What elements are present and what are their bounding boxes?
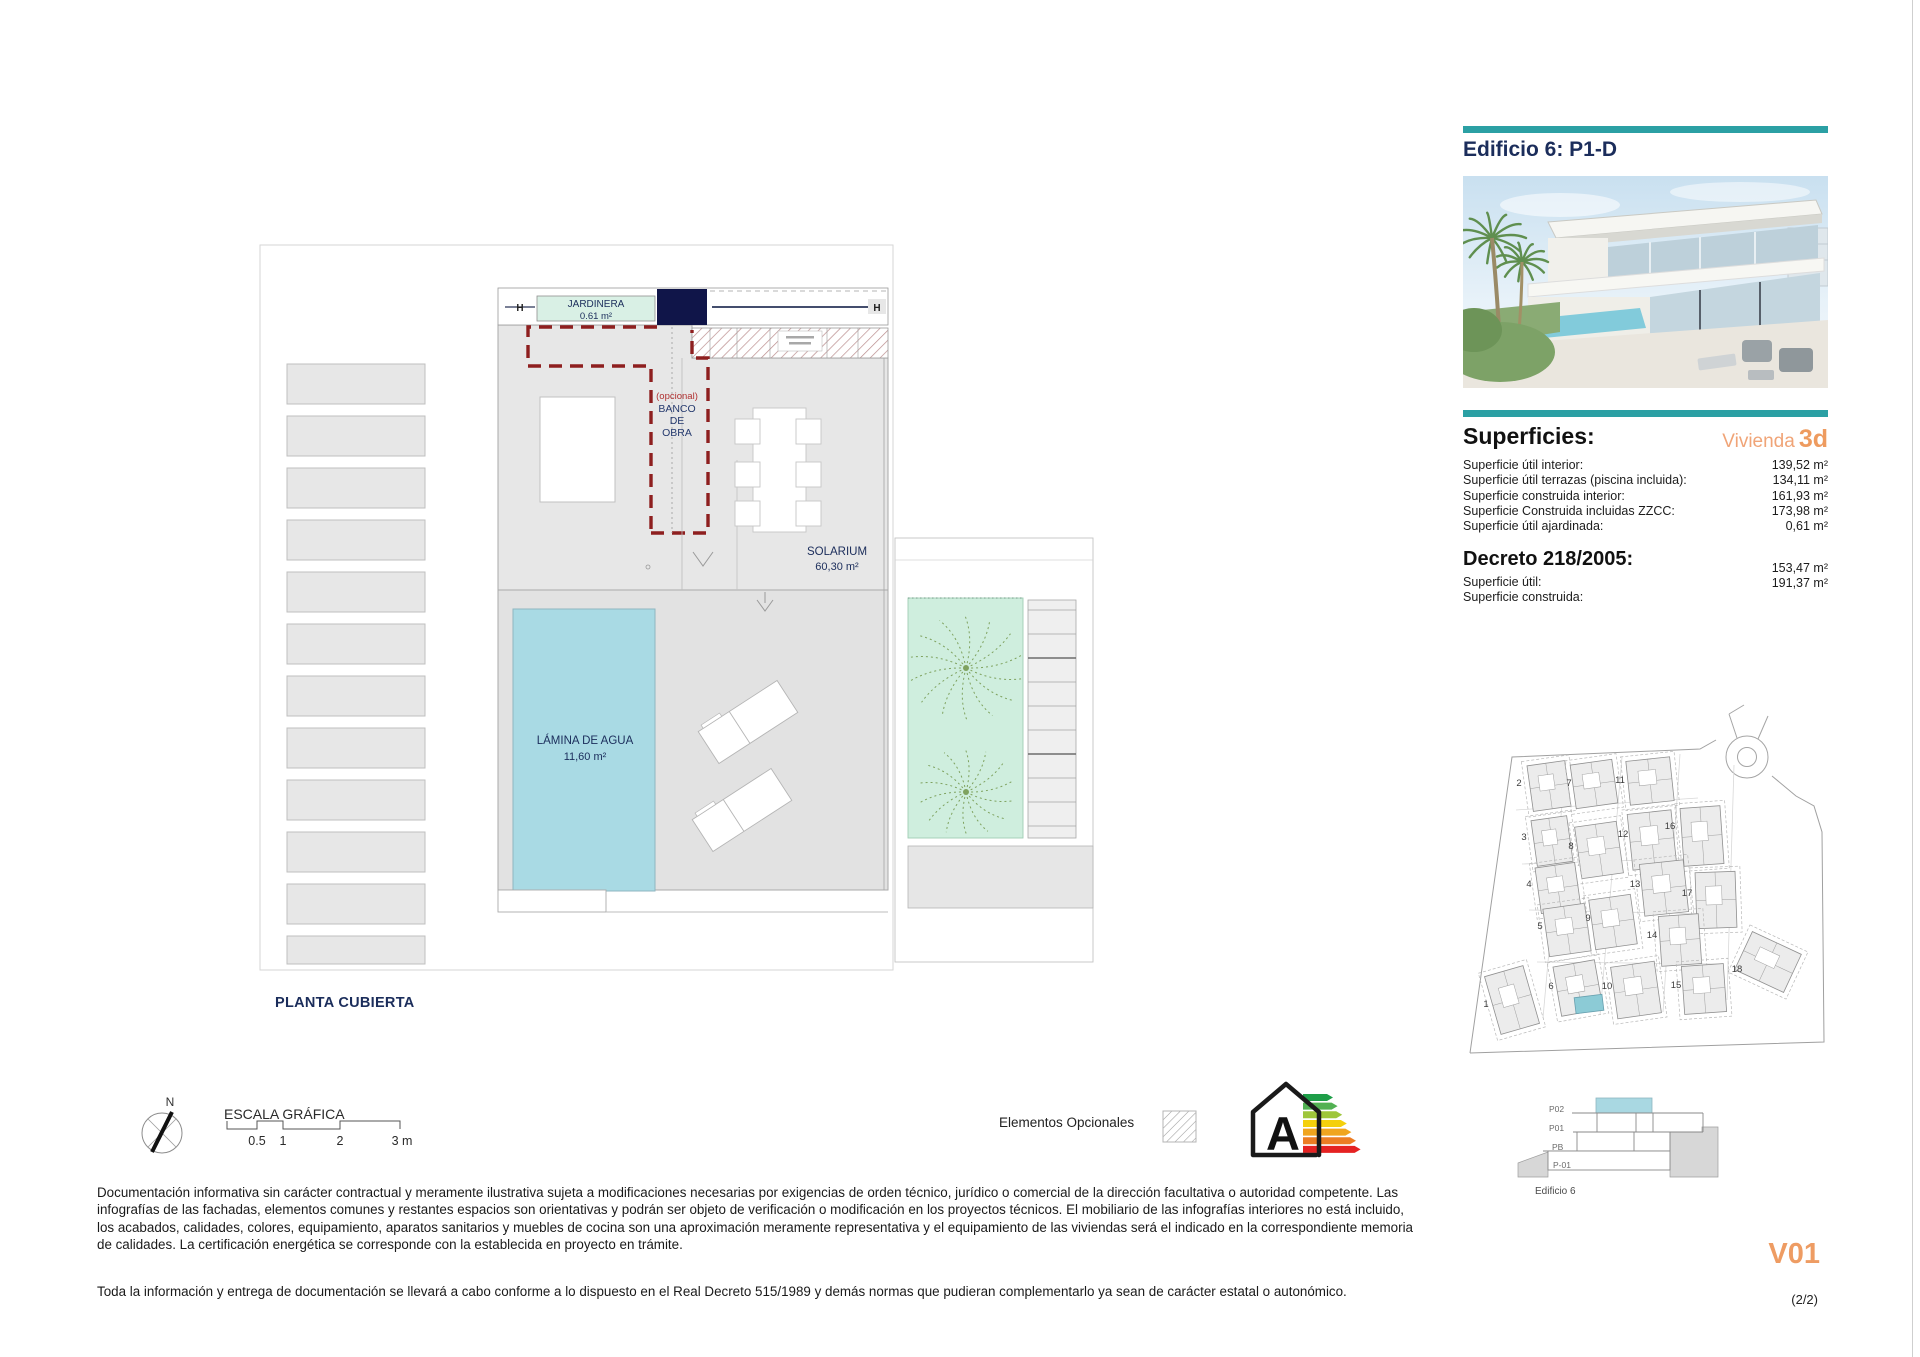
right-wing <box>895 538 1093 962</box>
louver-slat <box>287 884 425 924</box>
compass-needle <box>152 1112 172 1152</box>
scale-bar <box>227 1121 412 1148</box>
pool <box>513 609 655 891</box>
level-label-p01: P01 <box>1549 1123 1565 1133</box>
site-building-number: 16 <box>1664 821 1676 832</box>
decreto-value: 153,47 m² <box>1771 561 1828 575</box>
louver-slat <box>287 468 425 508</box>
site-building-number: 15 <box>1670 980 1682 991</box>
table-row <box>1463 489 1828 504</box>
level-label-p02: P02 <box>1549 1104 1565 1114</box>
solarium-area: 60,30 m² <box>815 561 859 573</box>
site-building-number: 10 <box>1601 981 1613 992</box>
row-value: 139,52 m² <box>1771 458 1828 472</box>
roof-band-tag <box>778 331 822 351</box>
scale-tick-2: 2 <box>336 1134 344 1148</box>
h-marker-left: H <box>516 303 524 314</box>
row-value: 173,98 m² <box>1771 503 1828 518</box>
decreto-label: Superficie útil: <box>1463 575 1542 589</box>
elevation-key <box>1518 1098 1718 1197</box>
louver-slat <box>287 832 425 872</box>
pool-area: 11,60 m² <box>563 751 607 763</box>
tiny-text-mark <box>786 336 814 339</box>
site-building <box>1569 816 1629 885</box>
banco-label-2: DE <box>669 415 685 427</box>
site-building-number: 11 <box>1615 775 1625 786</box>
jardinera-area: 0.61 m² <box>579 311 613 322</box>
decreto-label: Superficie construida: <box>1463 590 1584 605</box>
louver-slat <box>287 364 425 404</box>
stairs <box>1028 600 1076 838</box>
vivienda-value: 3d <box>1798 425 1828 453</box>
decreto-section <box>1463 548 1828 618</box>
row-label: Superficie Construida incluidas ZZCC: <box>1463 503 1675 518</box>
banco-label-3: OBRA <box>662 427 692 439</box>
banco-opcional-label: (opcional) <box>656 391 698 402</box>
plan-title: PLANTA CUBIERTA <box>275 995 415 1011</box>
site-building-number: 1 <box>1483 999 1489 1010</box>
energy-letter: A <box>1266 1107 1300 1160</box>
scale-tick-05: 0.5 <box>248 1134 266 1148</box>
elevation-caption: Edificio 6 <box>1535 1186 1576 1197</box>
scale-tick-1: 1 <box>279 1134 287 1148</box>
skylight <box>540 397 615 502</box>
decreto-values <box>1772 561 1828 592</box>
site-building <box>1605 956 1667 1025</box>
palm-trunk <box>963 665 969 671</box>
version-tag: V01 <box>1768 1238 1820 1270</box>
row-value: 0,61 m² <box>1785 519 1828 534</box>
site-building-number: 17 <box>1681 888 1693 899</box>
scale-tick-3: 3 m <box>391 1134 413 1148</box>
table-row <box>1463 519 1828 534</box>
building-title: Edificio 6: P1-D <box>1463 138 1618 161</box>
scale-title: ESCALA GRÁFICA <box>224 1106 345 1122</box>
louver-slat <box>287 572 425 612</box>
site-building-number: 4 <box>1526 879 1532 890</box>
highlighted-unit <box>1574 994 1604 1013</box>
roof-garden <box>908 598 1023 838</box>
dining-set <box>735 408 821 532</box>
disclaimer-paragraph-2: Toda la información y entrega de documentación se llevará a cabo conforme a lo dispuesto en el Real Decreto 515/1989 y demás normas que pudieran complementarlo ya sean de carácter estatal o autonómico. <box>97 1284 1347 1299</box>
villa-rendering <box>1445 176 1828 388</box>
site-building <box>1583 889 1643 956</box>
tiny-text-mark <box>789 342 811 345</box>
louver-slat <box>287 416 425 456</box>
site-building <box>1676 958 1732 1019</box>
superficies-header <box>1463 423 1828 451</box>
site-building-number: 7 <box>1566 778 1572 789</box>
site-building-number: 9 <box>1585 913 1591 924</box>
site-buildings <box>1478 751 1808 1040</box>
superficies-title: Superficies: <box>1463 423 1595 449</box>
jardinera-label: JARDINERA <box>567 299 625 310</box>
compass <box>142 1095 182 1153</box>
site-building <box>1620 751 1679 810</box>
optional-hatch-swatch <box>1163 1111 1196 1142</box>
edge-step <box>498 890 606 912</box>
palm-trunk <box>963 789 969 795</box>
highlighted-floor <box>1596 1098 1652 1113</box>
decreto-title: Decreto 218/2005: <box>1463 548 1634 570</box>
site-building-number: 14 <box>1646 930 1658 941</box>
row-value: 134,11 m² <box>1772 473 1828 488</box>
louver-slat <box>287 624 425 664</box>
disclaimer-paragraph-1: Documentación informativa sin carácter contractual y meramente ilustrativa sujeta a modificaciones necesarias por exigencias de orden técnico, jurídico o comercial de la dirección facultativa o autoridad competente. Las infografías de las fachadas, elementos comunes y restantes espacios son orientativas y podrán ser objeto de verificación o modificación en los proyectos técnicos. El mobiliario de las infografías interiores no está incluido, los acabados, calidades, colores, equipamiento, aparatos sanitarios y muebles de cocina son una aproximación meramente representativa y el equipamiento de las viviendas será el indicado en la correspondiente memoria de calidades. La certificación energética se corresponde con la establecida en proyecto en trámite. <box>97 1185 1414 1253</box>
teal-divider-mid <box>1463 410 1828 417</box>
louver-slat <box>287 676 425 716</box>
site-building-number: 2 <box>1516 778 1522 789</box>
page-indicator: (2/2) <box>1791 1292 1818 1307</box>
site-building-number: 13 <box>1629 879 1641 890</box>
floor-plan <box>260 245 1093 970</box>
pool-label: LÁMINA DE AGUA <box>536 735 634 747</box>
optional-elements-label: Elementos Opcionales <box>999 1115 1135 1130</box>
banco-label-1: BANCO <box>658 403 696 415</box>
row-label: Superficie útil terrazas (piscina incluida): <box>1463 473 1687 488</box>
row-label: Superficie útil ajardinada: <box>1463 519 1604 534</box>
site-building-number: 6 <box>1548 981 1554 992</box>
louver-strip <box>287 364 425 964</box>
teal-divider-top <box>1463 126 1828 133</box>
louver-slat <box>287 520 425 560</box>
vivienda-tag <box>1722 425 1828 454</box>
decreto-value: 191,37 m² <box>1771 576 1828 591</box>
site-building-number: 18 <box>1731 964 1743 975</box>
site-building <box>1728 925 1808 999</box>
site-plan <box>1470 705 1824 1053</box>
energy-label <box>1253 1084 1361 1160</box>
solarium-label: SOLARIUM <box>806 546 868 558</box>
table-row <box>1463 504 1828 519</box>
site-building-number: 5 <box>1537 921 1543 932</box>
row-label: Superficie construida interior: <box>1463 488 1625 503</box>
louver-slat <box>287 936 425 964</box>
north-label: N <box>165 1095 175 1109</box>
row-label: Superficie útil interior: <box>1463 458 1584 472</box>
chimney-block <box>657 289 707 325</box>
level-label-pb: PB <box>1552 1142 1564 1152</box>
site-building-number: 8 <box>1568 841 1574 852</box>
level-label-p-01: P-01 <box>1553 1160 1571 1170</box>
louver-slat <box>287 780 425 820</box>
site-building-number: 12 <box>1617 829 1629 840</box>
decreto-labels <box>1463 575 1583 606</box>
louver-slat <box>287 728 425 768</box>
h-marker-right: H <box>873 303 881 314</box>
table-row <box>1463 458 1828 473</box>
landing <box>908 846 1093 908</box>
table-row <box>1463 473 1828 488</box>
vivienda-label: Vivienda <box>1722 431 1795 452</box>
site-building-number: 3 <box>1521 832 1527 843</box>
superficies-table <box>1463 458 1828 534</box>
page-edge <box>1912 0 1913 1357</box>
row-value: 161,93 m² <box>1771 488 1828 503</box>
